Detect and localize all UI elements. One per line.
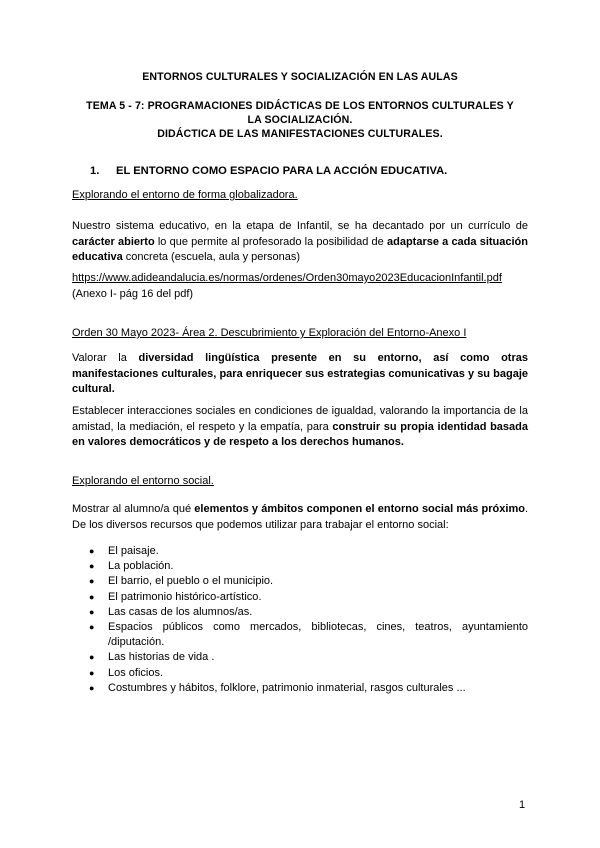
list-item-text: Espacios públicos como mercados, bibliotecas, cines, teatros, ayuntamiento /diputación.	[108, 621, 528, 649]
paragraph-curriculo: Nuestro sistema educativo, en la etapa de Infantil, se ha decantado por un currículo de carácter abierto lo que permite al profesorado la posibilidad de adaptarse a cada situación educativa concreta (escuela, aula y personas)	[72, 220, 528, 263]
list-item-text: Los oficios.	[108, 666, 164, 679]
bullet-icon: ●	[89, 576, 95, 587]
bullet-icon: ●	[89, 682, 95, 693]
topic-heading-line-3: DIDÁCTICA DE LAS MANIFESTACIONES CULTURALES.	[157, 128, 443, 140]
list-item	[72, 590, 528, 605]
document-title: ENTORNOS CULTURALES Y SOCIALIZACIÓN EN LAS AULAS	[142, 71, 458, 83]
orden-link-block	[72, 271, 502, 302]
list-item-text: Las historias de vida .	[108, 651, 215, 664]
subheading-entorno-social: Explorando el entorno social.	[72, 475, 214, 487]
list-item	[72, 666, 528, 681]
list-item	[72, 544, 528, 559]
paragraph-interacciones: Establecer interacciones sociales en condiciones de igualdad, valorando la importancia de la amistad, la mediación, el respeto y la empatía, para construir su propia identidad basada en valores democráticos y de respeto a los derechos humanos.	[72, 405, 528, 448]
bullet-icon: ●	[89, 652, 95, 663]
list-item-text: Costumbres y hábitos, folklore, patrimonio inmaterial, rasgos culturales ...	[108, 681, 466, 694]
list-item	[72, 574, 528, 589]
paragraph-mostrar: Mostrar al alumno/a qué elementos y ámbitos componen el entorno social más próximo. De los diversos recursos que podemos utilizar para trabajar el entorno social:	[72, 503, 529, 531]
subheading-orden: Orden 30 Mayo 2023- Área 2. Descubrimiento y Exploración del Entorno-Anexo I	[72, 327, 467, 339]
subheading-globalizadora: Explorando el entorno de forma globalizadora.	[72, 189, 298, 201]
page-number: 1	[519, 799, 526, 811]
bullet-icon: ●	[89, 546, 95, 556]
list-item	[72, 620, 528, 650]
list-item	[72, 605, 528, 620]
paragraph-diversidad: Valorar la diversidad lingüística presente en su entorno, así como otras manifestaciones culturales, para enriquecer sus estrategias comunicativas y su bagaje cultural.	[72, 352, 528, 395]
link-note: (Anexo I- pág 16 del pdf)	[72, 287, 194, 300]
list-item	[72, 681, 528, 696]
section-number: 1.	[90, 165, 100, 177]
topic-heading-line-1: TEMA 5 - 7: PROGRAMACIONES DIDÁCTICAS DE LOS ENTORNOS CULTURALES Y	[86, 100, 514, 112]
list-item-text: La población.	[108, 560, 174, 573]
bullet-icon: ●	[89, 606, 95, 617]
orden-link[interactable]: https://www.adideandalucia.es/normas/ordenes/Orden30mayo2023EducacionInfantil.pdf	[72, 272, 502, 284]
list-item-text: El barrio, el pueblo o el municipio.	[108, 575, 274, 588]
section-heading-text: EL ENTORNO COMO ESPACIO PARA LA ACCIÓN EDUCATIVA.	[116, 165, 448, 177]
list-item	[72, 650, 528, 665]
list-item-text: El paisaje.	[108, 545, 159, 557]
section-heading	[90, 164, 447, 178]
resources-list	[72, 544, 528, 696]
list-item-text: Las casas de los alumnos/as.	[108, 605, 253, 618]
bullet-icon: ●	[89, 591, 95, 602]
bullet-icon: ●	[89, 667, 95, 678]
bullet-icon: ●	[89, 622, 95, 633]
list-item	[72, 559, 528, 574]
list-item-text: El patrimonio histórico-artístico.	[108, 590, 262, 603]
bullet-icon: ●	[89, 561, 95, 572]
topic-heading-line-2: LA SOCIALIZACIÓN.	[247, 114, 353, 126]
